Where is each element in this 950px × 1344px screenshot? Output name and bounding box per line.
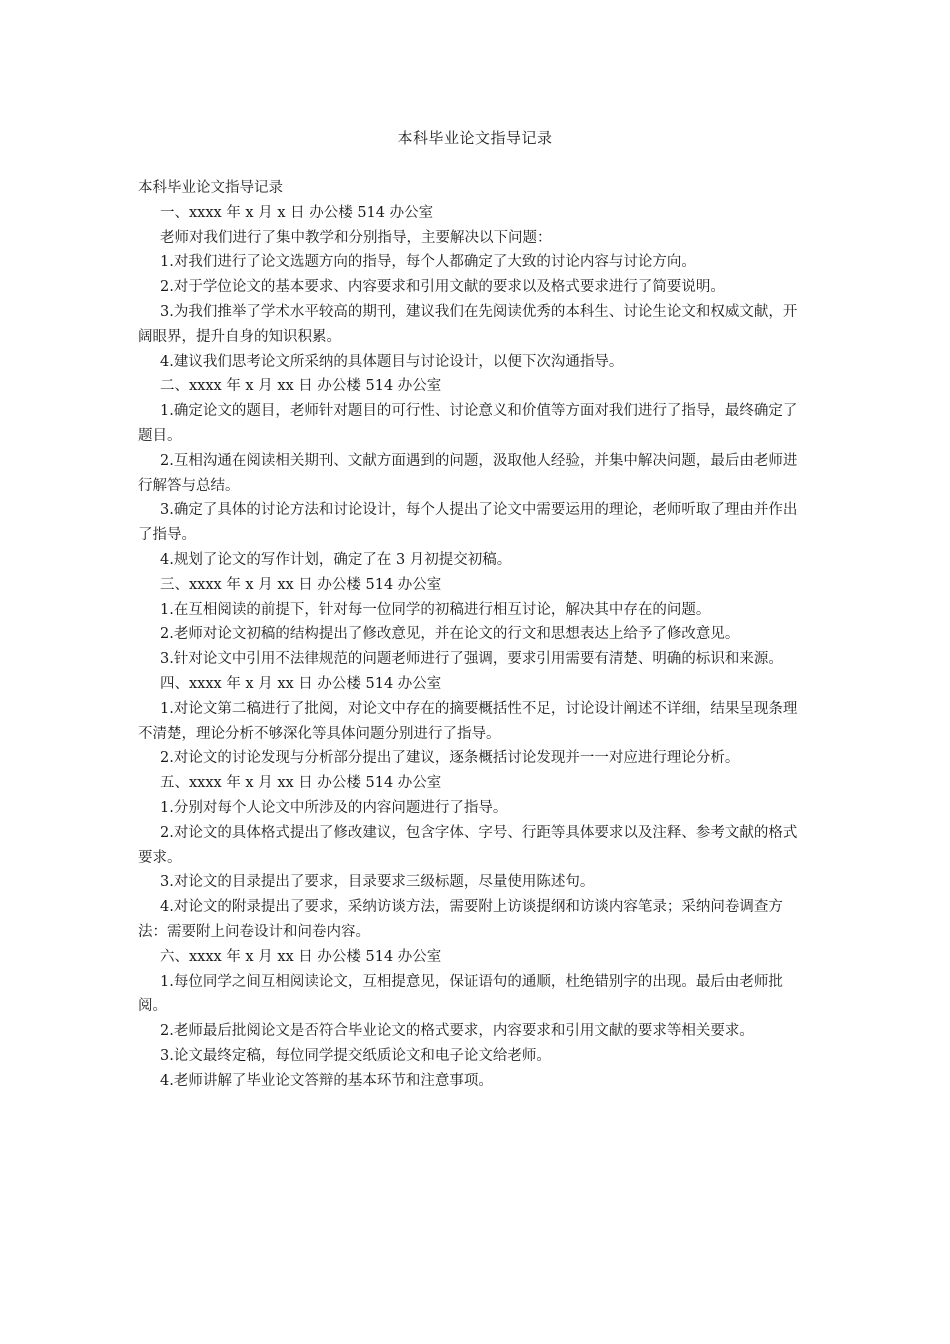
section-3-item-1: 1.在互相阅读的前提下，针对每一位同学的初稿进行相互讨论，解决其中存在的问题。 <box>160 601 711 618</box>
section-1-item-1: 1.对我们进行了论文选题方向的指导，每个人都确定了大致的讨论内容与讨论方向。 <box>160 254 696 271</box>
section-6-item-2: 2.老师最后批阅论文是否符合毕业论文的格式要求，内容要求和引用文献的要求等相关要求。 <box>160 1023 754 1040</box>
section-1-intro: 老师对我们进行了集中教学和分别指导，主要解决以下问题： <box>160 229 552 246</box>
section-5-item-3: 3.对论文的目录提出了要求，目录要求三级标题，尽量使用陈述句。 <box>160 874 595 891</box>
section-5-item-2: 2.对论文的具体格式提出了修改建议，包含字体、字号、行距等具体要求以及注释、参考文献的格式要求。 <box>138 824 798 866</box>
section-2-header: 二、xxxx 年 x 月 xx 日 办公楼 514 办公室 <box>160 378 442 395</box>
section-2-item-3: 3.确定了具体的讨论方法和讨论设计，每个人提出了论文中需要运用的理论，老师听取了理由并作出了指导。 <box>138 502 798 544</box>
section-6-header: 六、xxxx 年 x 月 xx 日 办公楼 514 办公室 <box>160 948 442 965</box>
section-1-item-2: 2.对于学位论文的基本要求、内容要求和引用文献的要求以及格式要求进行了简要说明。 <box>160 279 725 296</box>
document-body <box>138 176 810 1093</box>
section-6-item-1: 1.每位同学之间互相阅读论文，互相提意见，保证语句的通顺，杜绝错别字的出现。最后由老师批阅。 <box>138 973 783 1015</box>
section-2-item-4: 4.规划了论文的写作计划，确定了在 3 月初提交初稿。 <box>160 551 512 568</box>
section-4-header: 四、xxxx 年 x 月 xx 日 办公楼 514 办公室 <box>160 675 442 692</box>
section-1-item-3: 3.为我们推举了学术水平较高的期刊，建议我们在先阅读优秀的本科生、讨论生论文和权威文献，开阔眼界，提升自身的知识积累。 <box>138 303 798 345</box>
section-1-header: 一、xxxx 年 x 月 x 日 办公楼 514 办公室 <box>160 204 434 221</box>
section-5-item-4: 4.对论文的附录提出了要求，采纳访谈方法，需要附上访谈提纲和访谈内容笔录；采纳问卷调查方法：需要附上问卷设计和问卷内容。 <box>138 899 783 940</box>
section-4-item-2: 2.对论文的讨论发现与分析部分提出了建议，逐条概括讨论发现并一一对应进行理论分析。 <box>160 750 740 767</box>
section-3-header: 三、xxxx 年 x 月 xx 日 办公楼 514 办公室 <box>160 576 442 593</box>
document-heading: 本科毕业论文指导记录 <box>138 180 283 196</box>
section-6-item-4: 4.老师讲解了毕业论文答辩的基本环节和注意事项。 <box>160 1072 493 1089</box>
section-2-item-2: 2.互相沟通在阅读相关期刊、文献方面遇到的问题，汲取他人经验，并集中解决问题，最后由老师进行解答与总结。 <box>138 452 798 494</box>
section-4-item-1: 1.对论文第二稿进行了批阅，对论文中存在的摘要概括性不足，讨论设计阐述不详细，结果呈现条理不清楚，理论分析不够深化等具体问题分别进行了指导。 <box>138 700 798 742</box>
section-6-item-3: 3.论文最终定稿，每位同学提交纸质论文和电子论文给老师。 <box>160 1047 551 1064</box>
section-3-item-3: 3.针对论文中引用不法律规范的问题老师进行了强调，要求引用需要有清楚、明确的标识和来源。 <box>160 651 783 668</box>
section-3-item-2: 2.老师对论文初稿的结构提出了修改意见，并在论文的行文和思想表达上给予了修改意见。 <box>160 626 740 643</box>
section-1-item-4: 4.建议我们思考论文所采纳的具体题目与讨论设计，以便下次沟通指导。 <box>160 353 624 370</box>
section-5-item-1: 1.分别对每个人论文中所涉及的内容问题进行了指导。 <box>160 799 508 816</box>
section-2-item-1: 1.确定论文的题目，老师针对题目的可行性、讨论意义和价值等方面对我们进行了指导，最终确定了题目。 <box>138 403 798 444</box>
section-5-header: 五、xxxx 年 x 月 xx 日 办公楼 514 办公室 <box>160 775 442 792</box>
document-title: 本科毕业论文指导记录 <box>397 129 553 147</box>
